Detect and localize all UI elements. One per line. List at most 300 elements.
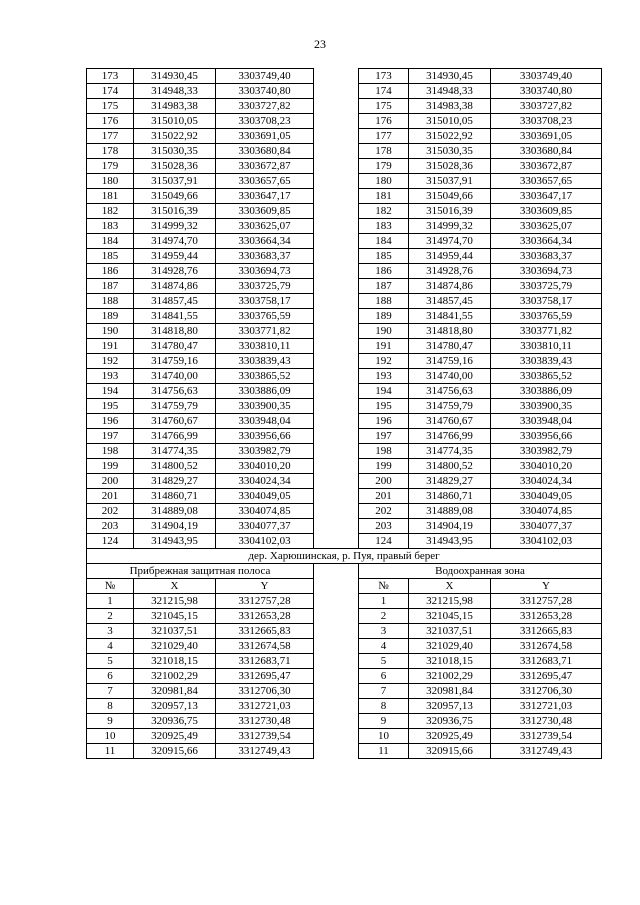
table-row xyxy=(87,114,602,129)
left-point-number: 202 xyxy=(87,504,134,519)
right-point-number: 203 xyxy=(359,519,409,534)
right-x-coordinate: 314904,19 xyxy=(409,519,491,534)
left-y-coordinate: 3303694,73 xyxy=(216,264,314,279)
right-y-coordinate: 3312730,48 xyxy=(491,714,602,729)
left-x-coordinate: 321002,29 xyxy=(134,669,216,684)
left-point-number: 198 xyxy=(87,444,134,459)
left-point-number: 201 xyxy=(87,489,134,504)
left-y-coordinate: 3303708,23 xyxy=(216,114,314,129)
left-y-coordinate: 3303839,43 xyxy=(216,354,314,369)
left-y-coordinate: 3303625,07 xyxy=(216,219,314,234)
right-y-coordinate: 3303865,52 xyxy=(491,369,602,384)
right-point-number: 124 xyxy=(359,534,409,549)
left-point-number: 200 xyxy=(87,474,134,489)
right-y-coordinate: 3312706,30 xyxy=(491,684,602,699)
table-row xyxy=(87,594,602,609)
right-point-number: 10 xyxy=(359,729,409,744)
table-gap xyxy=(314,654,359,669)
table-gap xyxy=(314,189,359,204)
right-point-number: 182 xyxy=(359,204,409,219)
table-gap xyxy=(314,639,359,654)
left-x-coordinate: 314857,45 xyxy=(134,294,216,309)
right-x-coordinate: 314974,70 xyxy=(409,234,491,249)
right-point-number: 198 xyxy=(359,444,409,459)
right-point-number: 196 xyxy=(359,414,409,429)
table-row xyxy=(87,339,602,354)
right-x-coordinate: 315037,91 xyxy=(409,174,491,189)
left-x-coordinate: 315016,39 xyxy=(134,204,216,219)
right-col-number-header: № xyxy=(359,579,409,594)
table-gap xyxy=(314,444,359,459)
right-x-coordinate: 315030,35 xyxy=(409,144,491,159)
right-y-coordinate: 3304049,05 xyxy=(491,489,602,504)
right-x-coordinate: 314943,95 xyxy=(409,534,491,549)
right-point-number: 191 xyxy=(359,339,409,354)
left-y-coordinate: 3304077,37 xyxy=(216,519,314,534)
right-x-coordinate: 314928,76 xyxy=(409,264,491,279)
left-point-number: 193 xyxy=(87,369,134,384)
right-point-number: 175 xyxy=(359,99,409,114)
table-row xyxy=(87,294,602,309)
left-y-coordinate: 3312757,28 xyxy=(216,594,314,609)
right-point-number: 193 xyxy=(359,369,409,384)
left-x-coordinate: 315030,35 xyxy=(134,144,216,159)
right-point-number: 173 xyxy=(359,69,409,84)
right-point-number: 183 xyxy=(359,219,409,234)
right-y-coordinate: 3303749,40 xyxy=(491,69,602,84)
table-gap xyxy=(314,174,359,189)
left-y-coordinate: 3303672,87 xyxy=(216,159,314,174)
left-point-number: 3 xyxy=(87,624,134,639)
left-col-x-header: X xyxy=(134,579,216,594)
left-y-coordinate: 3303727,82 xyxy=(216,99,314,114)
table-row xyxy=(87,459,602,474)
right-x-coordinate: 321045,15 xyxy=(409,609,491,624)
right-y-coordinate: 3303758,17 xyxy=(491,294,602,309)
left-x-coordinate: 314860,71 xyxy=(134,489,216,504)
table-gap xyxy=(314,294,359,309)
left-x-coordinate: 314774,35 xyxy=(134,444,216,459)
table-row xyxy=(87,504,602,519)
table-row xyxy=(87,159,602,174)
table-row xyxy=(87,69,602,84)
left-point-number: 183 xyxy=(87,219,134,234)
left-y-coordinate: 3312721,03 xyxy=(216,699,314,714)
right-y-coordinate: 3303948,04 xyxy=(491,414,602,429)
table-gap xyxy=(314,399,359,414)
right-x-coordinate: 321002,29 xyxy=(409,669,491,684)
right-point-number: 199 xyxy=(359,459,409,474)
table-gap xyxy=(314,699,359,714)
left-x-coordinate: 314904,19 xyxy=(134,519,216,534)
left-point-number: 9 xyxy=(87,714,134,729)
right-y-coordinate: 3303886,09 xyxy=(491,384,602,399)
table-row xyxy=(87,489,602,504)
left-point-number: 203 xyxy=(87,519,134,534)
table-row xyxy=(87,174,602,189)
right-y-coordinate: 3303900,35 xyxy=(491,399,602,414)
left-x-coordinate: 321018,15 xyxy=(134,654,216,669)
right-y-coordinate: 3303609,85 xyxy=(491,204,602,219)
left-point-number: 196 xyxy=(87,414,134,429)
right-y-coordinate: 3304010,20 xyxy=(491,459,602,474)
table-row xyxy=(87,84,602,99)
left-x-coordinate: 321215,98 xyxy=(134,594,216,609)
table-row xyxy=(87,189,602,204)
left-point-number: 178 xyxy=(87,144,134,159)
right-y-coordinate: 3303625,07 xyxy=(491,219,602,234)
left-point-number: 182 xyxy=(87,204,134,219)
right-y-coordinate: 3303771,82 xyxy=(491,324,602,339)
left-point-number: 197 xyxy=(87,429,134,444)
left-x-coordinate: 321045,15 xyxy=(134,609,216,624)
left-y-coordinate: 3312674,58 xyxy=(216,639,314,654)
left-col-y-header: Y xyxy=(216,579,314,594)
right-y-coordinate: 3303664,34 xyxy=(491,234,602,249)
left-x-coordinate: 320925,49 xyxy=(134,729,216,744)
left-x-coordinate: 314818,80 xyxy=(134,324,216,339)
left-y-coordinate: 3303740,80 xyxy=(216,84,314,99)
left-y-coordinate: 3312749,43 xyxy=(216,744,314,759)
right-point-number: 185 xyxy=(359,249,409,264)
table-gap xyxy=(314,384,359,399)
left-point-number: 181 xyxy=(87,189,134,204)
table-gap xyxy=(314,339,359,354)
table-gap xyxy=(314,609,359,624)
table-row xyxy=(87,624,602,639)
left-y-coordinate: 3303765,59 xyxy=(216,309,314,324)
table-row xyxy=(87,534,602,549)
left-y-coordinate: 3303664,34 xyxy=(216,234,314,249)
right-x-coordinate: 314874,86 xyxy=(409,279,491,294)
left-point-number: 6 xyxy=(87,669,134,684)
right-x-coordinate: 315022,92 xyxy=(409,129,491,144)
right-y-coordinate: 3303810,11 xyxy=(491,339,602,354)
right-y-coordinate: 3303647,17 xyxy=(491,189,602,204)
left-y-coordinate: 3303647,17 xyxy=(216,189,314,204)
left-x-coordinate: 314766,99 xyxy=(134,429,216,444)
table-row xyxy=(87,219,602,234)
table-gap xyxy=(314,564,359,579)
coordinates-table xyxy=(86,68,602,759)
right-point-number: 192 xyxy=(359,354,409,369)
left-x-coordinate: 315010,05 xyxy=(134,114,216,129)
right-x-coordinate: 314829,27 xyxy=(409,474,491,489)
right-point-number: 197 xyxy=(359,429,409,444)
table-gap xyxy=(314,594,359,609)
table-row xyxy=(87,99,602,114)
table-row xyxy=(87,264,602,279)
right-y-coordinate: 3304102,03 xyxy=(491,534,602,549)
left-y-coordinate: 3304024,34 xyxy=(216,474,314,489)
table-gap xyxy=(314,489,359,504)
left-x-coordinate: 314800,52 xyxy=(134,459,216,474)
table-gap xyxy=(314,324,359,339)
right-point-number: 180 xyxy=(359,174,409,189)
table-row xyxy=(87,279,602,294)
left-y-coordinate: 3303609,85 xyxy=(216,204,314,219)
right-y-coordinate: 3303680,84 xyxy=(491,144,602,159)
left-x-coordinate: 314943,95 xyxy=(134,534,216,549)
left-x-coordinate: 314756,63 xyxy=(134,384,216,399)
left-point-number: 173 xyxy=(87,69,134,84)
table-gap xyxy=(314,504,359,519)
table-gap xyxy=(314,234,359,249)
left-y-coordinate: 3303758,17 xyxy=(216,294,314,309)
left-y-coordinate: 3312730,48 xyxy=(216,714,314,729)
right-x-coordinate: 314841,55 xyxy=(409,309,491,324)
table-row xyxy=(87,399,602,414)
left-x-coordinate: 314874,86 xyxy=(134,279,216,294)
left-y-coordinate: 3304010,20 xyxy=(216,459,314,474)
left-y-coordinate: 3303749,40 xyxy=(216,69,314,84)
left-point-number: 192 xyxy=(87,354,134,369)
table-row xyxy=(87,474,602,489)
left-x-coordinate: 321029,40 xyxy=(134,639,216,654)
right-point-number: 200 xyxy=(359,474,409,489)
table-gap xyxy=(314,579,359,594)
table-gap xyxy=(314,279,359,294)
right-y-coordinate: 3312757,28 xyxy=(491,594,602,609)
table-row xyxy=(87,144,602,159)
right-point-number: 189 xyxy=(359,309,409,324)
table-row xyxy=(87,729,602,744)
table-gap xyxy=(314,519,359,534)
table-gap xyxy=(314,459,359,474)
left-point-number: 124 xyxy=(87,534,134,549)
right-point-number: 176 xyxy=(359,114,409,129)
right-x-coordinate: 314959,44 xyxy=(409,249,491,264)
right-y-coordinate: 3304077,37 xyxy=(491,519,602,534)
right-y-coordinate: 3303694,73 xyxy=(491,264,602,279)
left-x-coordinate: 315022,92 xyxy=(134,129,216,144)
section-coordinates-body xyxy=(87,594,602,759)
right-y-coordinate: 3303839,43 xyxy=(491,354,602,369)
right-x-coordinate: 314766,99 xyxy=(409,429,491,444)
left-y-coordinate: 3303865,52 xyxy=(216,369,314,384)
right-x-coordinate: 314999,32 xyxy=(409,219,491,234)
right-x-coordinate: 314759,16 xyxy=(409,354,491,369)
left-y-coordinate: 3303725,79 xyxy=(216,279,314,294)
left-x-coordinate: 314760,67 xyxy=(134,414,216,429)
left-point-number: 187 xyxy=(87,279,134,294)
right-point-number: 1 xyxy=(359,594,409,609)
left-x-coordinate: 320957,13 xyxy=(134,699,216,714)
right-x-coordinate: 314983,38 xyxy=(409,99,491,114)
right-x-coordinate: 314930,45 xyxy=(409,69,491,84)
table-gap xyxy=(314,309,359,324)
right-y-coordinate: 3312721,03 xyxy=(491,699,602,714)
table-gap xyxy=(314,534,359,549)
left-y-coordinate: 3303948,04 xyxy=(216,414,314,429)
table-gap xyxy=(314,204,359,219)
left-x-coordinate: 320981,84 xyxy=(134,684,216,699)
right-x-coordinate: 314774,35 xyxy=(409,444,491,459)
right-x-coordinate: 320915,66 xyxy=(409,744,491,759)
left-x-coordinate: 314841,55 xyxy=(134,309,216,324)
right-y-coordinate: 3303725,79 xyxy=(491,279,602,294)
table-gap xyxy=(314,114,359,129)
table-row xyxy=(87,414,602,429)
table-gap xyxy=(314,729,359,744)
table-row xyxy=(87,519,602,534)
left-point-number: 174 xyxy=(87,84,134,99)
table-gap xyxy=(314,219,359,234)
table-row xyxy=(87,234,602,249)
left-y-coordinate: 3303810,11 xyxy=(216,339,314,354)
right-y-coordinate: 3303708,23 xyxy=(491,114,602,129)
table-row xyxy=(87,654,602,669)
table-gap xyxy=(314,474,359,489)
left-point-number: 10 xyxy=(87,729,134,744)
right-point-number: 202 xyxy=(359,504,409,519)
left-y-coordinate: 3303683,37 xyxy=(216,249,314,264)
left-x-coordinate: 320936,75 xyxy=(134,714,216,729)
table-row xyxy=(87,249,602,264)
left-point-number: 177 xyxy=(87,129,134,144)
right-y-coordinate: 3303672,87 xyxy=(491,159,602,174)
table-row xyxy=(87,669,602,684)
right-point-number: 174 xyxy=(359,84,409,99)
right-y-coordinate: 3312749,43 xyxy=(491,744,602,759)
left-x-coordinate: 314999,32 xyxy=(134,219,216,234)
table-gap xyxy=(314,249,359,264)
left-y-coordinate: 3304074,85 xyxy=(216,504,314,519)
table-gap xyxy=(314,669,359,684)
right-x-coordinate: 314780,47 xyxy=(409,339,491,354)
left-point-number: 195 xyxy=(87,399,134,414)
right-point-number: 187 xyxy=(359,279,409,294)
right-point-number: 194 xyxy=(359,384,409,399)
right-point-number: 8 xyxy=(359,699,409,714)
right-x-coordinate: 321215,98 xyxy=(409,594,491,609)
right-x-coordinate: 320936,75 xyxy=(409,714,491,729)
right-point-number: 6 xyxy=(359,669,409,684)
right-x-coordinate: 315010,05 xyxy=(409,114,491,129)
left-x-coordinate: 314930,45 xyxy=(134,69,216,84)
right-y-coordinate: 3303727,82 xyxy=(491,99,602,114)
table-row xyxy=(87,354,602,369)
right-point-number: 195 xyxy=(359,399,409,414)
right-y-coordinate: 3312665,83 xyxy=(491,624,602,639)
left-x-coordinate: 314948,33 xyxy=(134,84,216,99)
right-x-coordinate: 315028,36 xyxy=(409,159,491,174)
table-gap xyxy=(314,99,359,114)
table-gap xyxy=(314,414,359,429)
table-gap xyxy=(314,714,359,729)
right-x-coordinate: 314857,45 xyxy=(409,294,491,309)
left-x-coordinate: 314740,00 xyxy=(134,369,216,384)
table-gap xyxy=(314,354,359,369)
left-x-coordinate: 315028,36 xyxy=(134,159,216,174)
left-point-number: 199 xyxy=(87,459,134,474)
left-x-coordinate: 314959,44 xyxy=(134,249,216,264)
right-col-y-header: Y xyxy=(491,579,602,594)
right-zone-title: Водоохранная зона xyxy=(359,564,602,579)
right-y-coordinate: 3312674,58 xyxy=(491,639,602,654)
table-gap xyxy=(314,264,359,279)
table-gap xyxy=(314,159,359,174)
right-x-coordinate: 314860,71 xyxy=(409,489,491,504)
left-col-number-header: № xyxy=(87,579,134,594)
left-point-number: 176 xyxy=(87,114,134,129)
right-y-coordinate: 3312695,47 xyxy=(491,669,602,684)
left-x-coordinate: 314974,70 xyxy=(134,234,216,249)
left-y-coordinate: 3303680,84 xyxy=(216,144,314,159)
left-point-number: 190 xyxy=(87,324,134,339)
left-y-coordinate: 3303657,65 xyxy=(216,174,314,189)
table-gap xyxy=(314,369,359,384)
section-zone-titles-row xyxy=(87,564,602,579)
left-y-coordinate: 3312665,83 xyxy=(216,624,314,639)
table-row xyxy=(87,324,602,339)
left-point-number: 11 xyxy=(87,744,134,759)
right-x-coordinate: 320981,84 xyxy=(409,684,491,699)
left-point-number: 7 xyxy=(87,684,134,699)
left-point-number: 1 xyxy=(87,594,134,609)
left-x-coordinate: 314983,38 xyxy=(134,99,216,114)
section-header xyxy=(87,549,602,594)
left-y-coordinate: 3303900,35 xyxy=(216,399,314,414)
right-y-coordinate: 3303691,05 xyxy=(491,129,602,144)
table-gap xyxy=(314,84,359,99)
left-y-coordinate: 3312706,30 xyxy=(216,684,314,699)
table-row xyxy=(87,444,602,459)
column-headers-row xyxy=(87,579,602,594)
right-point-number: 3 xyxy=(359,624,409,639)
table-gap xyxy=(314,144,359,159)
left-point-number: 5 xyxy=(87,654,134,669)
left-x-coordinate: 315037,91 xyxy=(134,174,216,189)
right-point-number: 178 xyxy=(359,144,409,159)
left-point-number: 188 xyxy=(87,294,134,309)
table-gap xyxy=(314,684,359,699)
table-row xyxy=(87,309,602,324)
left-zone-title: Прибрежная защитная полоса xyxy=(87,564,314,579)
right-x-coordinate: 315049,66 xyxy=(409,189,491,204)
right-x-coordinate: 314760,67 xyxy=(409,414,491,429)
left-point-number: 179 xyxy=(87,159,134,174)
right-point-number: 188 xyxy=(359,294,409,309)
table-row xyxy=(87,369,602,384)
right-point-number: 9 xyxy=(359,714,409,729)
right-y-coordinate: 3312653,28 xyxy=(491,609,602,624)
right-y-coordinate: 3303740,80 xyxy=(491,84,602,99)
left-point-number: 191 xyxy=(87,339,134,354)
table-gap xyxy=(314,429,359,444)
right-x-coordinate: 321037,51 xyxy=(409,624,491,639)
right-y-coordinate: 3303657,65 xyxy=(491,174,602,189)
table-gap xyxy=(314,129,359,144)
table-row xyxy=(87,429,602,444)
right-point-number: 186 xyxy=(359,264,409,279)
section-title-row xyxy=(87,549,602,564)
right-x-coordinate: 314740,00 xyxy=(409,369,491,384)
left-y-coordinate: 3304102,03 xyxy=(216,534,314,549)
right-point-number: 181 xyxy=(359,189,409,204)
left-x-coordinate: 314780,47 xyxy=(134,339,216,354)
right-y-coordinate: 3312683,71 xyxy=(491,654,602,669)
table-gap xyxy=(314,744,359,759)
left-y-coordinate: 3312739,54 xyxy=(216,729,314,744)
left-x-coordinate: 314829,27 xyxy=(134,474,216,489)
left-x-coordinate: 314928,76 xyxy=(134,264,216,279)
right-y-coordinate: 3303765,59 xyxy=(491,309,602,324)
right-point-number: 201 xyxy=(359,489,409,504)
right-x-coordinate: 314818,80 xyxy=(409,324,491,339)
table-row xyxy=(87,384,602,399)
left-y-coordinate: 3304049,05 xyxy=(216,489,314,504)
